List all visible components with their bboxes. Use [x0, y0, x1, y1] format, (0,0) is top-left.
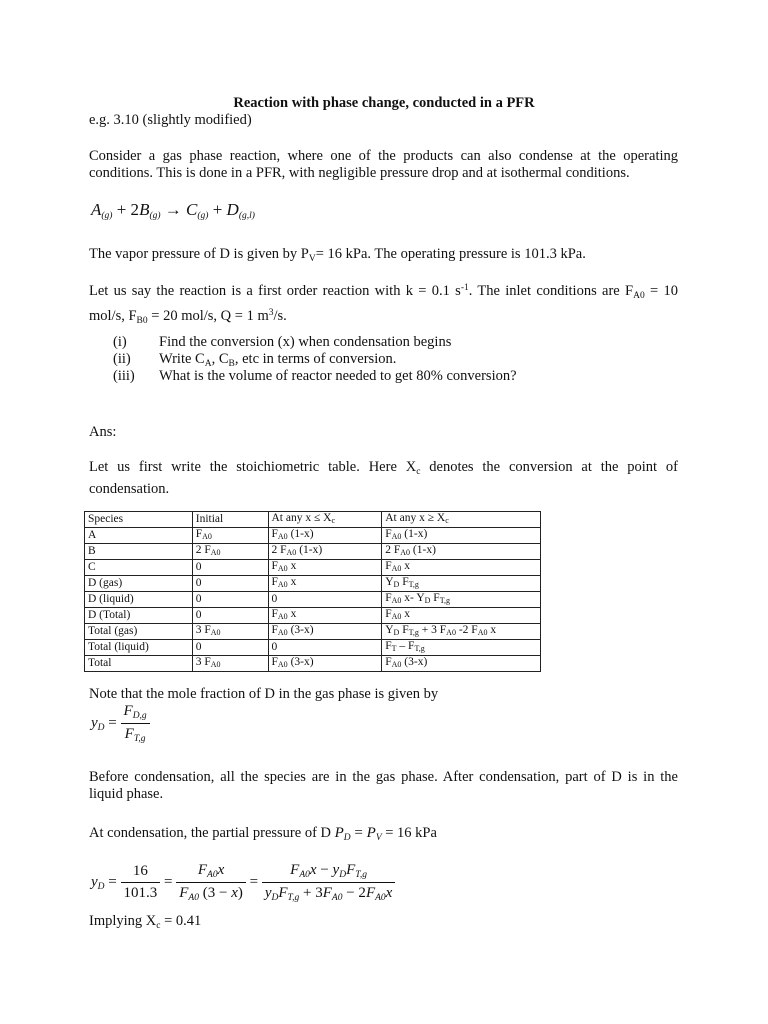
table-cell: $F_{A0}$ x	[382, 560, 541, 576]
species-b: B	[139, 200, 150, 219]
table-row	[85, 656, 541, 672]
species-a: A	[91, 200, 102, 219]
table-row	[85, 544, 541, 560]
reaction-equation: $A_{(g)} + 2B_{(g)} \to C_{(g)} + D_{(g,l)}$	[91, 200, 255, 221]
column-header: Initial	[192, 512, 268, 528]
example-reference: e.g. 3.10 (slightly modified)	[89, 112, 252, 128]
table-cell: $F_{A0}$ x	[268, 560, 382, 576]
table-cell: $F_T - F_{T,g}$	[382, 640, 541, 656]
table-cell: Total	[85, 656, 193, 672]
table-cell: $Y_D$ $F_{T,g} + 3$ $F_{A0}$ -2 $F_{A0}$ x	[382, 624, 541, 640]
table-cell: $F_{A0}$ (3-x)	[268, 656, 382, 672]
species-d: D	[226, 200, 239, 219]
table-cell: $F_{A0}$	[192, 528, 268, 544]
table-cell: 0	[192, 608, 268, 624]
table-cell: B	[85, 544, 193, 560]
table-cell: 0	[192, 560, 268, 576]
table-cell: 0	[192, 592, 268, 608]
table-cell: D (gas)	[85, 576, 193, 592]
table-cell: $F_{A0}$ (3-x)	[382, 656, 541, 672]
table-cell: $F_{A0}$ x	[268, 608, 382, 624]
table-cell: $F_{A0}$ (1-x)	[382, 528, 541, 544]
table-cell: A	[85, 528, 193, 544]
table-cell: 3 $F_{A0}$	[192, 656, 268, 672]
column-header: At any $x \ge X_c$	[382, 512, 541, 528]
column-header: At any $x \le X_c$	[268, 512, 382, 528]
table-row	[85, 640, 541, 656]
table-cell: 0	[268, 640, 382, 656]
list-item: (i) Find the conversion (x) when condensation begins	[113, 334, 452, 350]
list-item: (iii) What is the volume of reactor needed to get 80% conversion?	[113, 368, 517, 384]
question-list	[113, 334, 613, 385]
table-cell: $F_{A0}$ x- $Y_D$ $F_{T,g}$	[382, 592, 541, 608]
arrow-icon: →	[160, 200, 187, 219]
table-body	[85, 528, 541, 672]
condensation-equation: $y_D$ = $\frac{16}{101.3}$ = $\frac{F_{A0}x}{F_{A0} (3 - x)}$ = $\frac{F_{A0}x - y_DF_{T,g}}{y_DF_{T,g} + 3F_{A0} - 2F_{A0}x}$	[91, 862, 395, 903]
table-row	[85, 592, 541, 608]
table-cell: 2 $F_{A0}$ (1-x)	[268, 544, 382, 560]
mole-fraction-equation: $y_D$ = $\frac{F_{D,g}}{F_{T,g}}$	[91, 703, 150, 744]
table-cell: Total (gas)	[85, 624, 193, 640]
table-cell: $F_{A0}$ x	[382, 608, 541, 624]
condensation-text: At condensation, the partial pressure of D $P_D = P_V = 16$ kPa	[89, 825, 437, 843]
table-cell: D (Total)	[85, 608, 193, 624]
table-header-row	[85, 512, 541, 528]
table-cell: $Y_D$ $F_{T,g}$	[382, 576, 541, 592]
answer-label: Ans:	[89, 424, 117, 440]
table-cell: 0	[192, 576, 268, 592]
list-item: (ii) Write $C_A$, $C_B$, etc in terms of conversion.	[113, 351, 397, 369]
conclusion-text: Implying $X_c = 0.41$	[89, 913, 202, 931]
table-row	[85, 608, 541, 624]
rate-paragraph: Let us say the reaction is a first order reaction with k = 0.1 $s^{-1}$. The inlet conditions are $F_{A0} = 10$ mol/s, $F_{B0} = 20$ mol/s, Q = 1 $m^3/s$.	[89, 283, 678, 326]
table-cell: $F_{A0}$ x	[268, 576, 382, 592]
column-header: Species	[85, 512, 193, 528]
table-cell: 2 $F_{A0}$	[192, 544, 268, 560]
table-cell: 2 $F_{A0}$ (1-x)	[382, 544, 541, 560]
table-row	[85, 528, 541, 544]
table-cell: 0	[268, 592, 382, 608]
table-cell: D (liquid)	[85, 592, 193, 608]
table-cell: C	[85, 560, 193, 576]
species-c: C	[186, 200, 198, 219]
table-cell: $F_{A0}$ (1-x)	[268, 528, 382, 544]
intro-paragraph: Consider a gas phase reaction, where one of the products can also condense at the operating conditions. This is done in a PFR, with negligible pressure drop and at isothermal conditions.	[89, 148, 678, 181]
table-row	[85, 624, 541, 640]
table-cell: $F_{A0}$ (3-x)	[268, 624, 382, 640]
before-after-paragraph: Before condensation, all the species are in the gas phase. After condensation, part of D is in the liquid phase.	[89, 769, 678, 802]
stoichiometric-table	[84, 511, 541, 672]
table-cell: Total (liquid)	[85, 640, 193, 656]
vapor-pressure-text: The vapor pressure of D is given by $P_V= 16$ kPa. The operating pressure is 101.3 kPa.	[89, 246, 586, 264]
table-cell: 0	[192, 640, 268, 656]
mole-fraction-text: Note that the mole fraction of D in the gas phase is given by	[89, 686, 439, 702]
stoich-intro-paragraph: Let us first write the stoichiometric table. Here $X_c$ denotes the conversion at the point of condensation.	[89, 459, 678, 497]
table-row	[85, 560, 541, 576]
table-cell: 3 $F_{A0}$	[192, 624, 268, 640]
table-row	[85, 576, 541, 592]
page-title: Reaction with phase change, conducted in a PFR	[233, 95, 535, 111]
